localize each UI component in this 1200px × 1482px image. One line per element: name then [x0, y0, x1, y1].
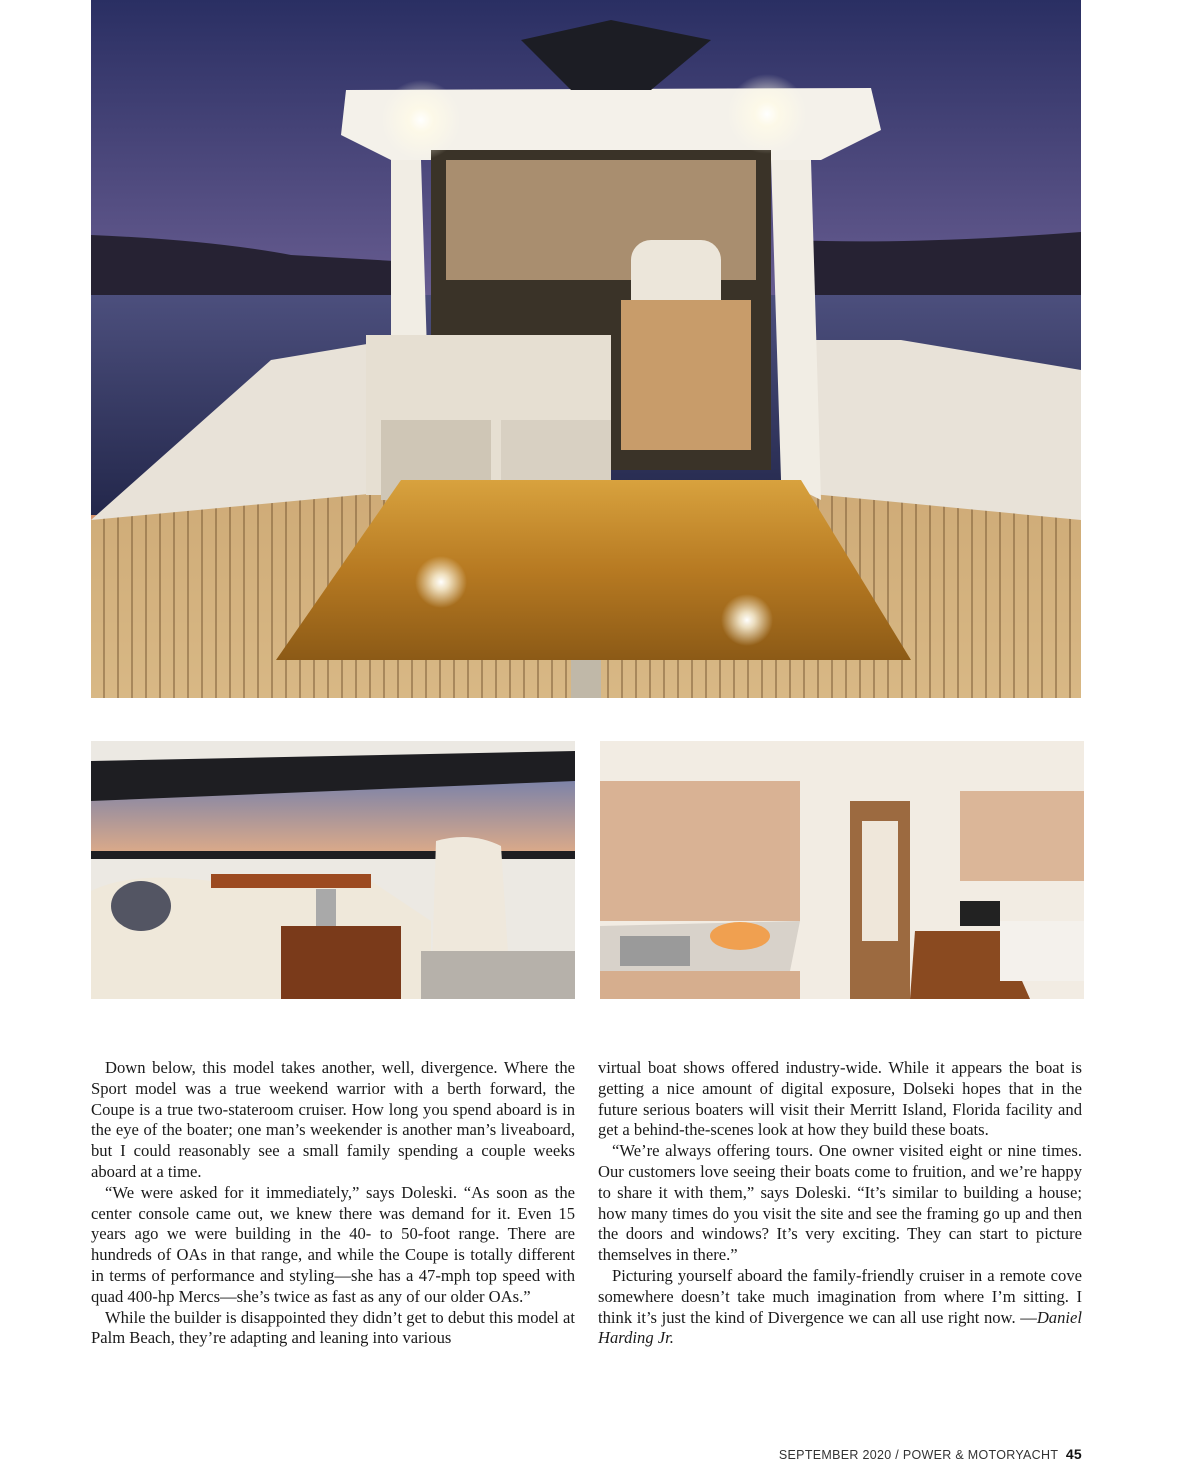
- paragraph-text: Picturing yourself aboard the family-friendly cruiser in a remote cove somewhere doesn’t take much imagination from where I’m sitting. I think it’s just the kind of Divergence we can all use right now. —: [598, 1265, 1082, 1327]
- galley-salon-photo-icon: [600, 741, 1084, 999]
- hero-photo: [91, 0, 1081, 698]
- paragraph: virtual boat shows offered industry-wide. While it appears the boat is getting a nice amount of digital exposure, Dolseki hopes that in the future serious boaters will visit their Merritt Island, Florida facility and get a behind-the-scenes look at how they build these boats.: [598, 1058, 1082, 1140]
- helm-lounge-photo-icon: [91, 741, 575, 999]
- paragraph: While the builder is disappointed they didn’t get to debut this model at Palm Beach, they’re adapting and leaning into various: [91, 1307, 575, 1348]
- galley-photo: [600, 741, 1084, 999]
- footer-separator: /: [895, 1448, 900, 1462]
- page-footer: [700, 1446, 1082, 1462]
- paragraph: [598, 1266, 1082, 1349]
- article-column-left: [91, 1058, 575, 1349]
- byline: Daniel Harding Jr.: [598, 1307, 1082, 1348]
- paragraph: Down below, this model takes another, well, divergence. Where the Sport model was a true weekend warrior with a berth forward, the Coupe is a true two-stateroom cruiser. How long you spend aboard is in the eye of the boater; one man’s weekender is another man’s liveaboard, but I could reasonably see a small family spending a couple weeks aboard at a time.: [91, 1058, 575, 1181]
- cockpit-photo: [91, 741, 575, 999]
- article-column-right: [598, 1058, 1082, 1349]
- yacht-stern-cockpit-photo-icon: [91, 0, 1081, 698]
- magazine-name: POWER & MOTORYACHT: [902, 1448, 1059, 1462]
- paragraph: “We’re always offering tours. One owner visited eight or nine times. Our customers love seeing their boats come to fruition, and we’re happy to share it with them,” says Doleski. “It’s similar to building a house; how many times do you visit the site and see the framing go up and then the doors and windows? It’s very exciting. They can start to picture themselves in there.”: [598, 1141, 1082, 1265]
- paragraph: “We were asked for it immediately,” says Doleski. “As soon as the center console came out, we knew there was demand for it. Even 15 years ago we were building in the 40- to 50-foot range. There are hundreds of OAs in that range, and while the Coupe is totally different in terms of performance and styling—she has a 47-mph top speed with quad 400-hp Mercs—she’s twice as fast as any of our older OAs.”: [91, 1182, 575, 1306]
- page-number: 45: [1065, 1446, 1082, 1462]
- issue-date: SEPTEMBER 2020: [778, 1448, 892, 1462]
